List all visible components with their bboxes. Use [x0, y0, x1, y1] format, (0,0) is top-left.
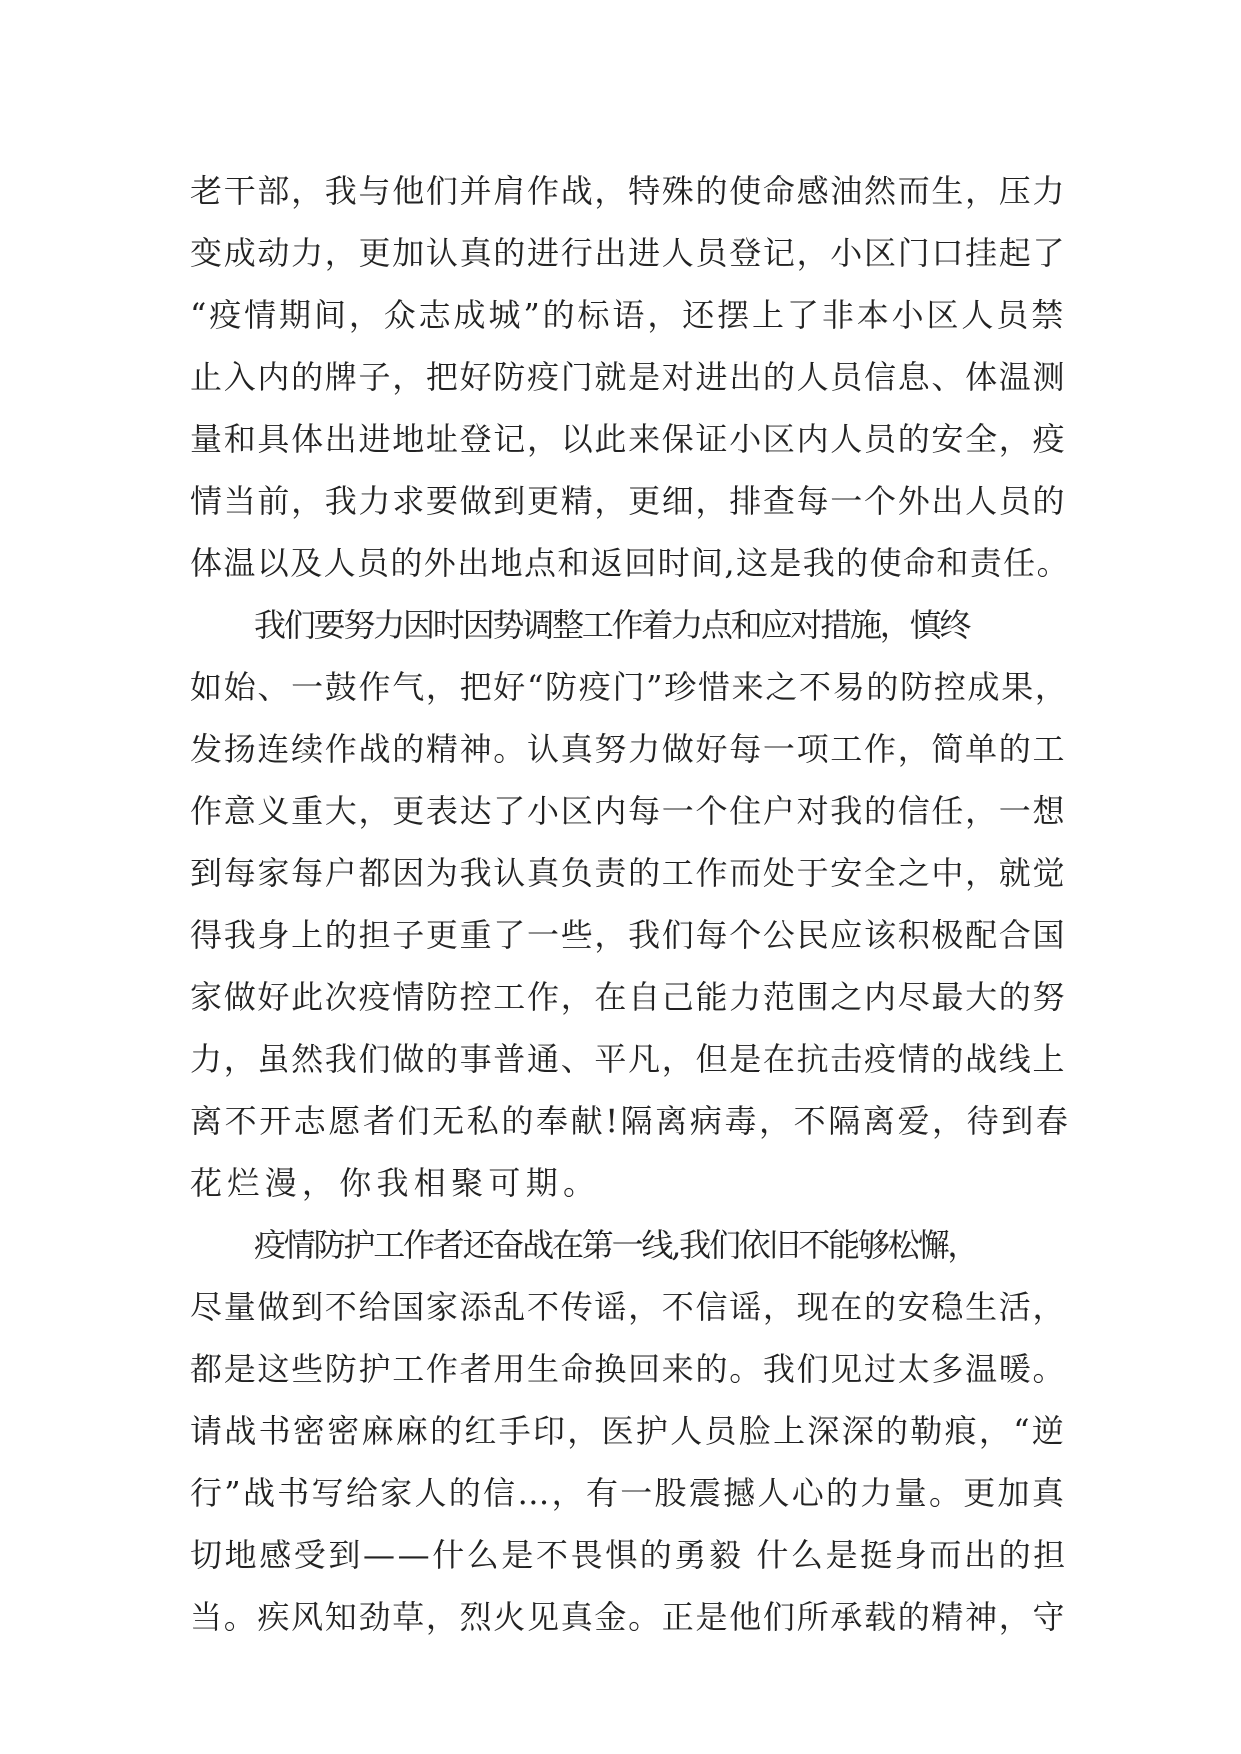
- text-line: 得我身上的担子更重了一些，我们每个公民应该积极配合国: [190, 916, 1067, 954]
- text-line: 发扬连续作战的精神。认真努力做好每一项工作，简单的工: [190, 730, 1067, 768]
- text-line: 疫情防护工作者还奋战在第一线,我们依旧不能够松懈，: [254, 1226, 978, 1264]
- text-line: 变成动力，更加认真的进行出进人员登记，小区门口挂起了: [190, 234, 1067, 272]
- text-line: 离不开志愿者们无私的奉献!隔离病毒，不隔离爱，待到春: [190, 1102, 1071, 1140]
- text-line: 当。疾风知劲草，烈火见真金。正是他们所承载的精神，守: [190, 1598, 1067, 1636]
- text-line: 情当前，我力求要做到更精，更细，排查每一个外出人员的: [190, 482, 1067, 520]
- text-line: 止入内的牌子，把好防疫门就是对进出的人员信息、体温测: [190, 358, 1067, 396]
- text-line: 体温以及人员的外出地点和返回时间,这是我的使命和责任。: [190, 544, 1070, 582]
- text-line: 我们要努力因时因势调整工作着力点和应对措施，慎终: [254, 606, 970, 644]
- text-line: 量和具体出进地址登记，以此来保证小区内人员的安全，疫: [190, 420, 1067, 458]
- text-line: “疫情期间，众志成城”的标语，还摆上了非本小区人员禁: [190, 296, 1067, 334]
- text-line: 切地感受到——什么是不畏惧的勇毅 什么是挺身而出的担: [190, 1536, 1068, 1574]
- text-line: 家做好此次疫情防控工作，在自己能力范围之内尽最大的努: [190, 978, 1067, 1016]
- text-line: 花烂漫，你我相聚可期。: [190, 1164, 601, 1202]
- text-line: 力，虽然我们做的事普通、平凡，但是在抗击疫情的战线上: [190, 1040, 1067, 1078]
- text-line: 都是这些防护工作者用生命换回来的。我们见过太多温暖。: [190, 1350, 1067, 1388]
- text-line: 作意义重大，更表达了小区内每一个住户对我的信任，一想: [190, 792, 1067, 830]
- text-line: 如始、一鼓作气，把好“防疫门”珍惜来之不易的防控成果，: [190, 668, 1069, 706]
- text-line: 尽量做到不给国家添乱不传谣，不信谣，现在的安稳生活，: [190, 1288, 1067, 1326]
- text-line: 请战书密密麻麻的红手印，医护人员脸上深深的勒痕，“逆: [190, 1412, 1067, 1450]
- text-line: 行”战书写给家人的信…，有一股震撼人心的力量。更加真: [190, 1474, 1067, 1512]
- text-line: 老干部，我与他们并肩作战，特殊的使命感油然而生，压力: [190, 172, 1067, 210]
- text-line: 到每家每户都因为我认真负责的工作而处于安全之中，就觉: [190, 854, 1067, 892]
- body-text: [190, 160, 1070, 1648]
